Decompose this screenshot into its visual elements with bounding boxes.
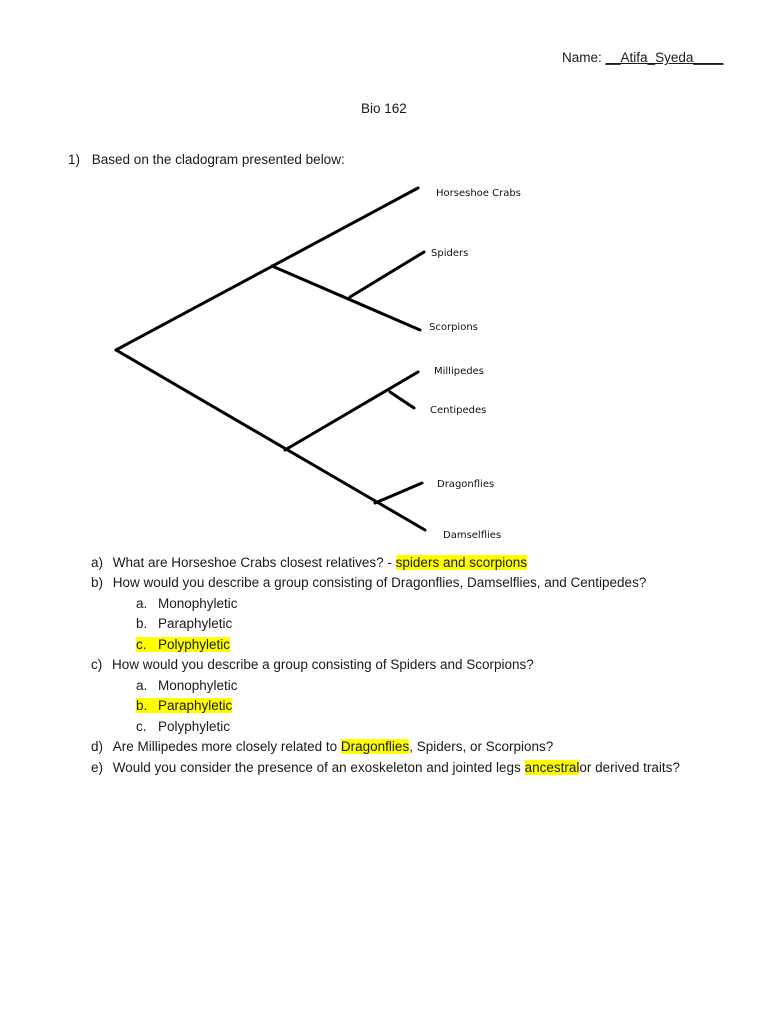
option-marker: c. (136, 719, 147, 734)
option-b-c (136, 637, 230, 652)
subquestion-a (91, 555, 527, 570)
subquestion-e-answer: ancestral (524, 760, 580, 775)
subquestion-e-text: Would you consider the presence of an exoskeleton and jointed legs (112, 760, 521, 775)
branch-root-upper (116, 188, 418, 350)
taxon-centipedes: Centipedes (430, 405, 487, 416)
option-c-c (136, 719, 230, 734)
subquestion-c (91, 657, 534, 672)
question-1-prompt: Based on the cladogram presented below: (91, 152, 345, 167)
subquestion-c-text: How would you describe a group consisting of Spiders and Scorpions? (112, 657, 534, 672)
course-title: Bio 162 (361, 101, 407, 116)
subquestion-c-marker: c) (91, 657, 103, 672)
subquestion-b (91, 575, 646, 590)
subquestion-a-marker: a) (91, 555, 104, 570)
option-text: Monophyletic (158, 596, 238, 611)
branch-centipedes (390, 392, 414, 408)
option-marker: c. (136, 637, 147, 652)
question-1-number: 1) (68, 152, 81, 167)
taxon-dragonflies: Dragonflies (437, 479, 495, 490)
option-text: Paraphyletic (158, 616, 233, 631)
option-b-a (136, 596, 238, 611)
option-text: Polyphyletic (158, 719, 231, 734)
branch-dragonflies (375, 483, 422, 503)
option-b-b (136, 616, 232, 631)
subquestion-b-marker: b) (91, 575, 104, 590)
name-value: __Atifa_Syeda____ (605, 50, 724, 65)
subquestion-d (91, 739, 553, 754)
option-marker: a. (136, 678, 148, 693)
taxon-horseshoe-crabs: Horseshoe Crabs (436, 188, 521, 199)
subquestion-d-text: Are Millipedes more closely related to (112, 739, 338, 754)
option-text: Monophyletic (158, 678, 238, 693)
subquestion-e-marker: e) (91, 760, 104, 775)
branch-spiders (350, 252, 424, 297)
subquestion-e-text-after: or derived traits? (579, 760, 680, 775)
subquestion-a-text: What are Horseshoe Crabs closest relatives? - (112, 555, 392, 570)
subquestion-d-marker: d) (91, 739, 104, 754)
taxon-scorpions: Scorpions (429, 322, 478, 333)
branch-myriapod-insect-node (285, 372, 418, 450)
subquestion-d-answer: Dragonflies (340, 739, 410, 754)
name-label: Name: (562, 50, 602, 65)
subquestion-e (91, 760, 680, 775)
taxon-damselflies: Damselflies (443, 530, 502, 541)
option-text-highlighted: Polyphyletic (158, 637, 231, 652)
subquestion-d-text-after: , Spiders, or Scorpions? (409, 739, 554, 754)
subquestion-b-text: How would you describe a group consisting of Dragonflies, Damselflies, and Centipedes? (112, 575, 647, 590)
option-marker: a. (136, 596, 148, 611)
option-marker: b. (136, 698, 148, 713)
option-c-b (136, 698, 232, 713)
taxon-millipedes: Millipedes (434, 366, 484, 377)
option-c-a (136, 678, 238, 693)
option-text-highlighted: Paraphyletic (158, 698, 233, 713)
branch-arachnid-node (272, 266, 420, 330)
taxon-spiders: Spiders (431, 248, 469, 259)
option-marker: b. (136, 616, 148, 631)
subquestion-a-answer: spiders and scorpions (395, 555, 527, 570)
